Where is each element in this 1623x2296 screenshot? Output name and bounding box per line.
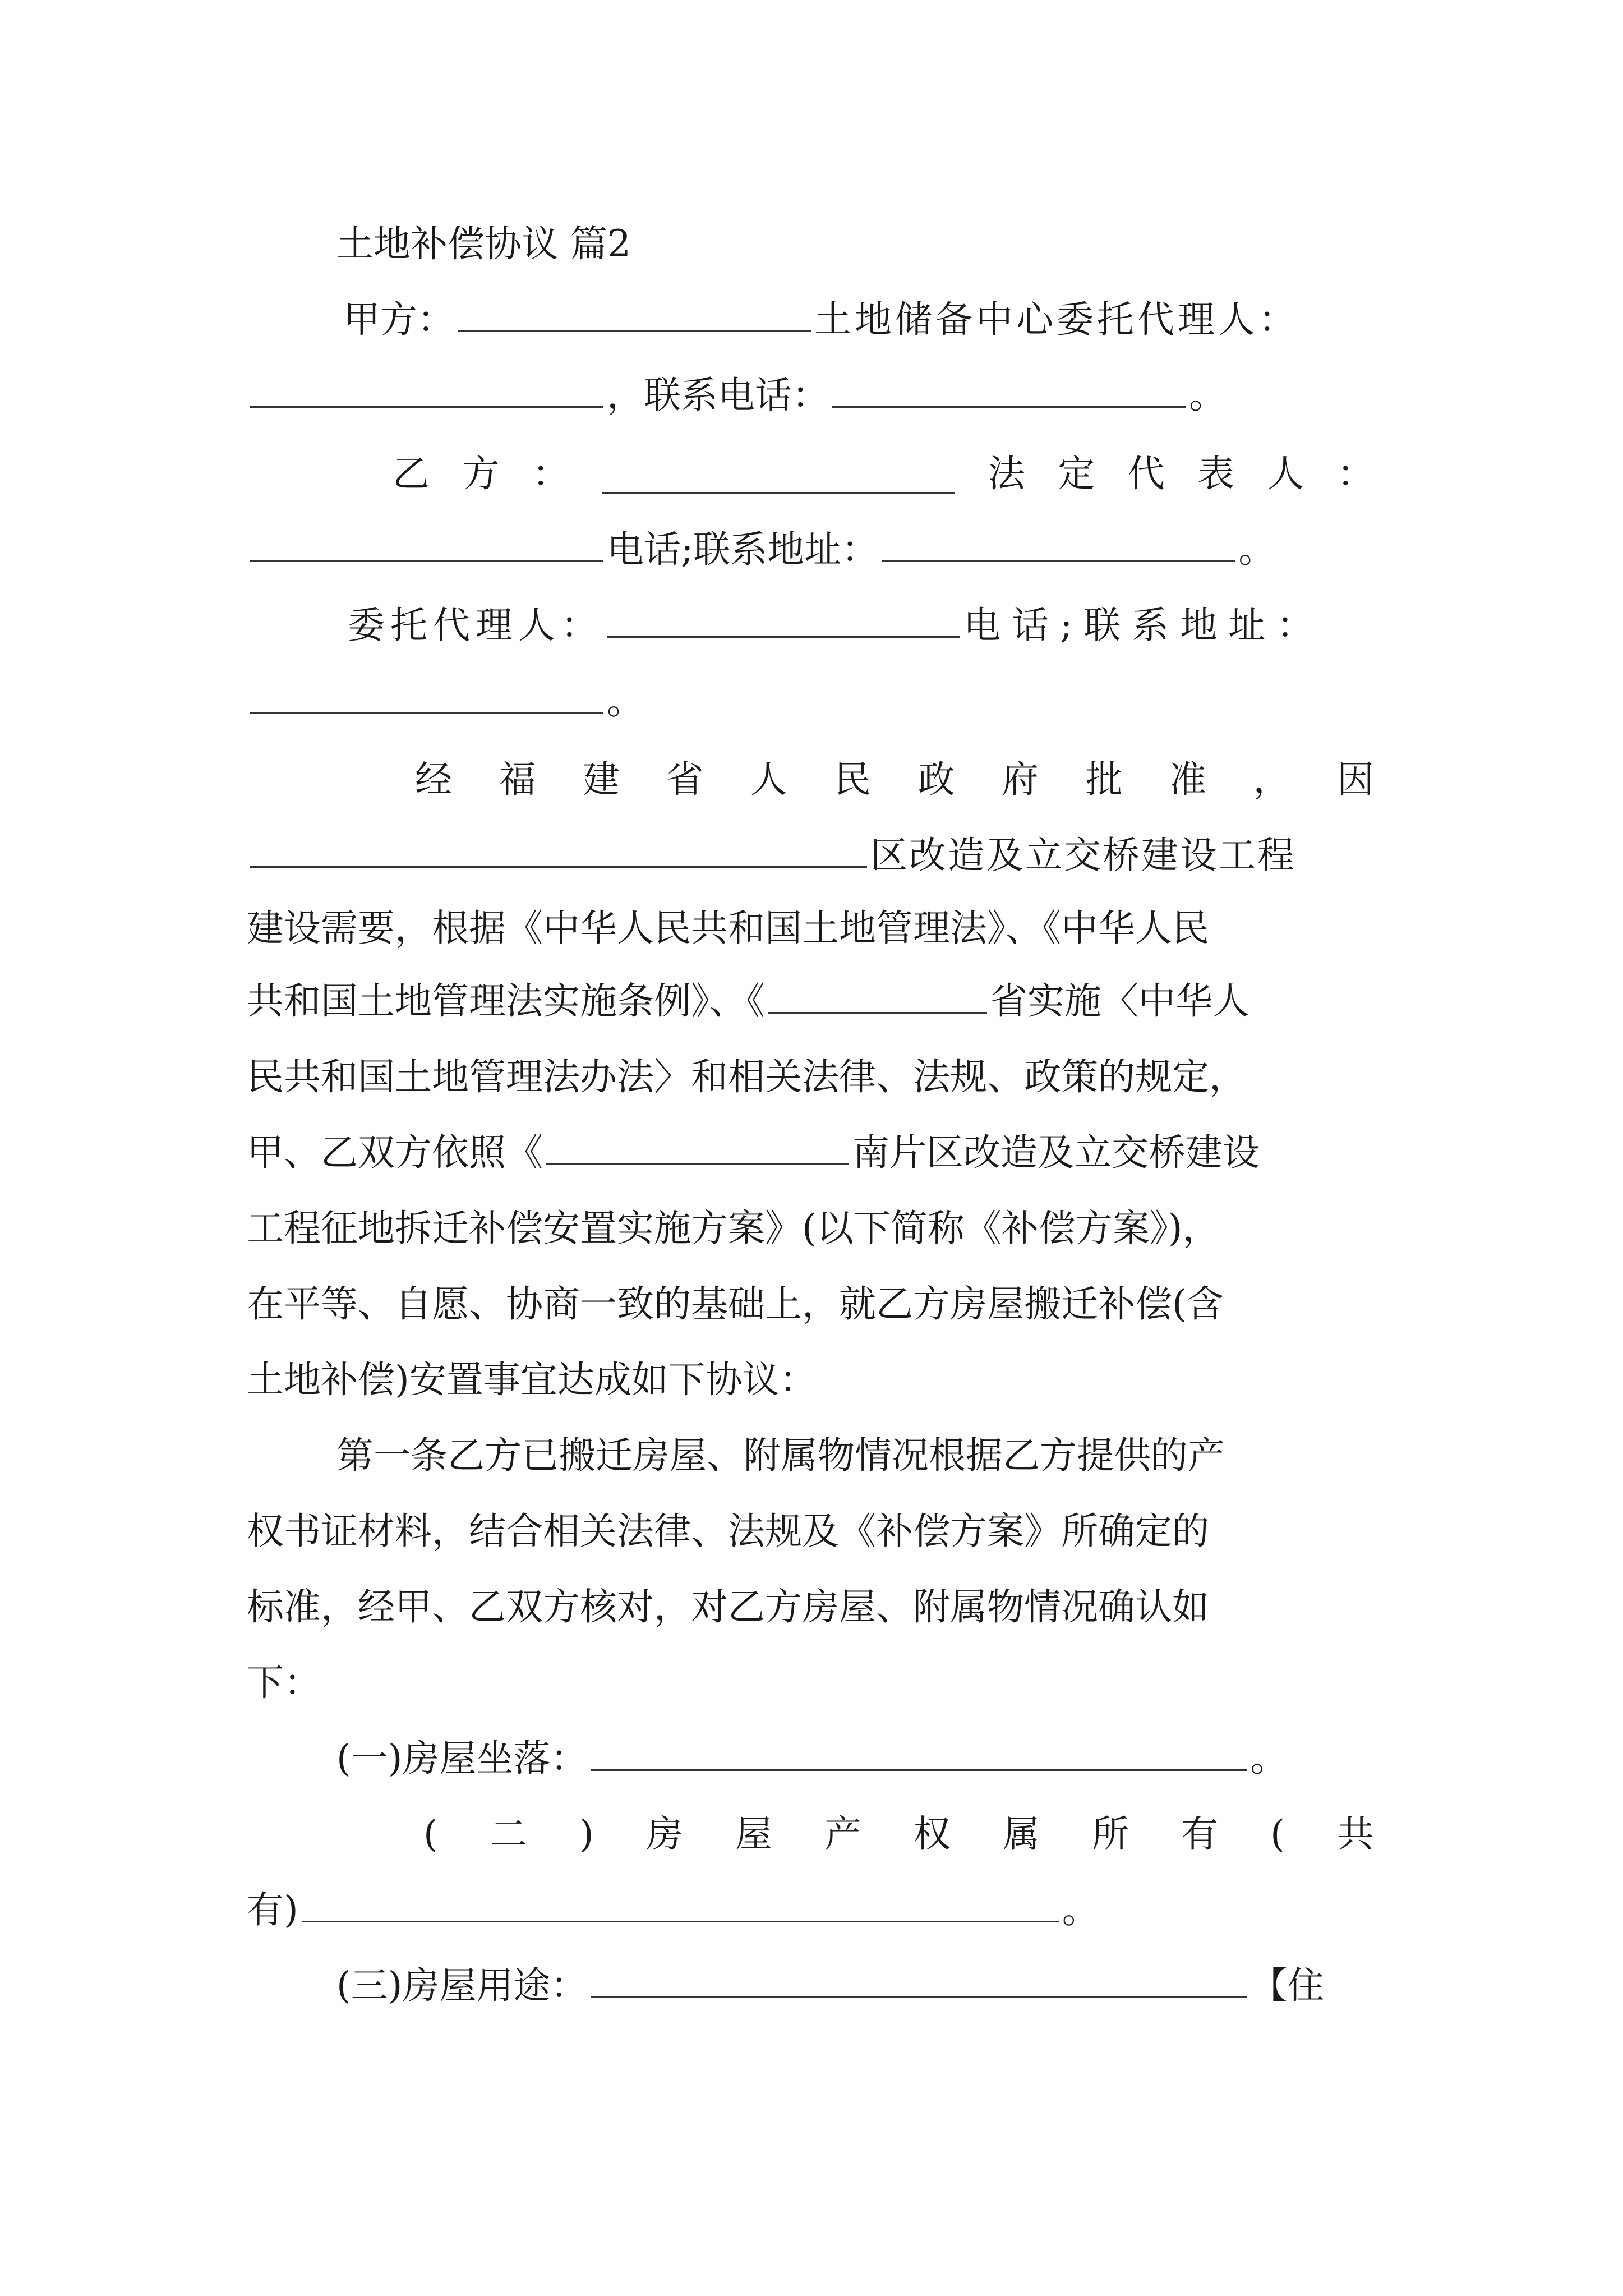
preamble-text: 区改造及立交桥建设工程 xyxy=(870,834,1296,877)
party-a-end: 。 xyxy=(1189,374,1226,417)
preamble-text: 南片区改造及立交桥建设 xyxy=(852,1131,1260,1174)
party-a-line xyxy=(343,289,1299,351)
item-1-label: (一)房屋坐落： xyxy=(336,1737,588,1780)
preamble-text: 甲、乙双方依照《 xyxy=(247,1131,543,1174)
agent-line xyxy=(348,595,1325,656)
item-3-label: (三)房屋用途： xyxy=(336,1964,588,2007)
preamble-text: 省实施〈中华人 xyxy=(990,979,1249,1023)
agent-label: 委托代理人： xyxy=(348,604,603,647)
party-b-rep-char: 代 xyxy=(1127,452,1165,495)
party-b-addr-blank[interactable] xyxy=(882,523,1235,562)
article-1-line-3: 标准，经甲、乙双方核对，对乙方房屋、附属物情况确认如 xyxy=(247,1585,1209,1628)
party-b-phone-addr: 电话;联系地址： xyxy=(607,528,879,571)
party-a-phone-blank[interactable] xyxy=(832,369,1186,408)
preamble-char: 经 xyxy=(415,758,452,801)
document-title: 土地补偿协议 篇2 xyxy=(336,222,631,265)
item-2-char: 所 xyxy=(1092,1812,1129,1856)
item-2-line xyxy=(423,1803,1374,1865)
preamble-line-7: 工程征地拆迁补偿安置实施方案》(以下简称《补偿方案》)， xyxy=(247,1207,1220,1250)
preamble-char: 人 xyxy=(750,758,787,801)
item-2-cont-line xyxy=(247,1879,1099,1941)
preamble-char: 批 xyxy=(1085,758,1123,801)
item-2-char: ( xyxy=(423,1812,438,1856)
party-b-char: ： xyxy=(532,452,569,495)
preamble-line-9: 土地补偿)安置事宜达成如下协议： xyxy=(247,1358,817,1401)
item-3-end: 【住 xyxy=(1250,1964,1325,2007)
party-b-rep-char: 表 xyxy=(1197,452,1235,495)
preamble-line-1 xyxy=(415,749,1374,811)
article-1-line-4: 下： xyxy=(247,1661,321,1704)
party-b-rep-char: 定 xyxy=(1058,452,1095,495)
item-1-end: 。 xyxy=(1250,1737,1288,1780)
preamble-char: 准 xyxy=(1169,758,1207,801)
preamble-char: 建 xyxy=(582,758,620,801)
item-2-char: 共 xyxy=(1336,1812,1374,1856)
item-2-char: 房 xyxy=(645,1812,683,1856)
preamble-text: 共和国土地管理法实施条例》、《 xyxy=(247,979,765,1023)
party-b-rep-blank[interactable] xyxy=(250,523,603,562)
preamble-plan-blank[interactable] xyxy=(546,1126,849,1165)
party-b-contact-line xyxy=(247,519,1275,581)
agent-contact-blank[interactable] xyxy=(250,675,603,714)
item-2-char: 二 xyxy=(490,1812,527,1856)
preamble-line-6 xyxy=(247,1122,1260,1184)
item-2-char: 产 xyxy=(824,1812,861,1856)
item-3-line xyxy=(336,1955,1325,2017)
article-1-line-2: 权书证材料，结合相关法律、法规及《补偿方案》所确定的 xyxy=(247,1510,1209,1553)
preamble-char: 政 xyxy=(917,758,955,801)
party-a-agent-blank[interactable] xyxy=(250,369,603,408)
party-a-label: 甲方： xyxy=(343,298,454,341)
preamble-line-4 xyxy=(247,970,1249,1032)
party-a-phone-label: ，联系电话： xyxy=(607,374,829,417)
party-b-rep-char: ： xyxy=(1336,452,1374,495)
item-2-char: ( xyxy=(1270,1812,1285,1856)
preamble-province-blank[interactable] xyxy=(768,975,987,1014)
item-2-owner-blank[interactable] xyxy=(302,1884,1059,1922)
preamble-char: ， xyxy=(1253,758,1290,801)
party-a-agent-line xyxy=(247,365,1226,426)
item-3-usage-blank[interactable] xyxy=(591,1959,1247,1998)
item-2-cont: 有) xyxy=(247,1888,298,1931)
preamble-line-2 xyxy=(247,825,1296,886)
item-1-location-blank[interactable] xyxy=(591,1732,1247,1771)
party-b-rep-char: 法 xyxy=(988,452,1025,495)
party-b-char: 乙 xyxy=(393,452,430,495)
item-2-char: ) xyxy=(579,1812,594,1856)
preamble-line-8: 在平等、自愿、协商一致的基础上，就乙方房屋搬迁补偿(含 xyxy=(247,1282,1224,1326)
item-1-line xyxy=(336,1728,1288,1789)
preamble-char: 福 xyxy=(499,758,536,801)
preamble-line-3: 建设需要，根据《中华人民共和国土地管理法》、《中华人民 xyxy=(247,907,1209,950)
party-b-rep-char: 人 xyxy=(1267,452,1304,495)
party-b-char: 方 xyxy=(462,452,500,495)
preamble-char: 府 xyxy=(1002,758,1039,801)
party-b-line xyxy=(393,443,1374,505)
preamble-char: 省 xyxy=(666,758,704,801)
party-a-name-blank[interactable] xyxy=(458,293,811,332)
party-a-org-suffix: 土地储备中心委托代理人： xyxy=(814,298,1299,341)
agent-name-blank[interactable] xyxy=(607,599,960,638)
agent-phone-addr: 电话;联系地址： xyxy=(963,604,1325,647)
item-2-end: 。 xyxy=(1062,1888,1099,1931)
preamble-char: 民 xyxy=(834,758,872,801)
agent-end: 。 xyxy=(607,679,644,723)
item-2-char: 权 xyxy=(913,1812,951,1856)
preamble-char: 因 xyxy=(1336,758,1374,801)
party-b-end: 。 xyxy=(1238,528,1276,571)
party-b-name-blank[interactable] xyxy=(602,455,955,494)
item-2-char: 属 xyxy=(1002,1812,1040,1856)
article-1-line-1: 第一条乙方已搬迁房屋、附属物情况根据乙方提供的产 xyxy=(336,1434,1225,1477)
agent-contact-line xyxy=(247,670,644,732)
preamble-district-blank[interactable] xyxy=(250,829,867,868)
item-2-char: 屋 xyxy=(735,1812,772,1856)
preamble-line-5: 民共和国土地管理法办法〉和相关法律、法规、政策的规定， xyxy=(247,1055,1246,1098)
item-2-char: 有 xyxy=(1181,1812,1219,1856)
